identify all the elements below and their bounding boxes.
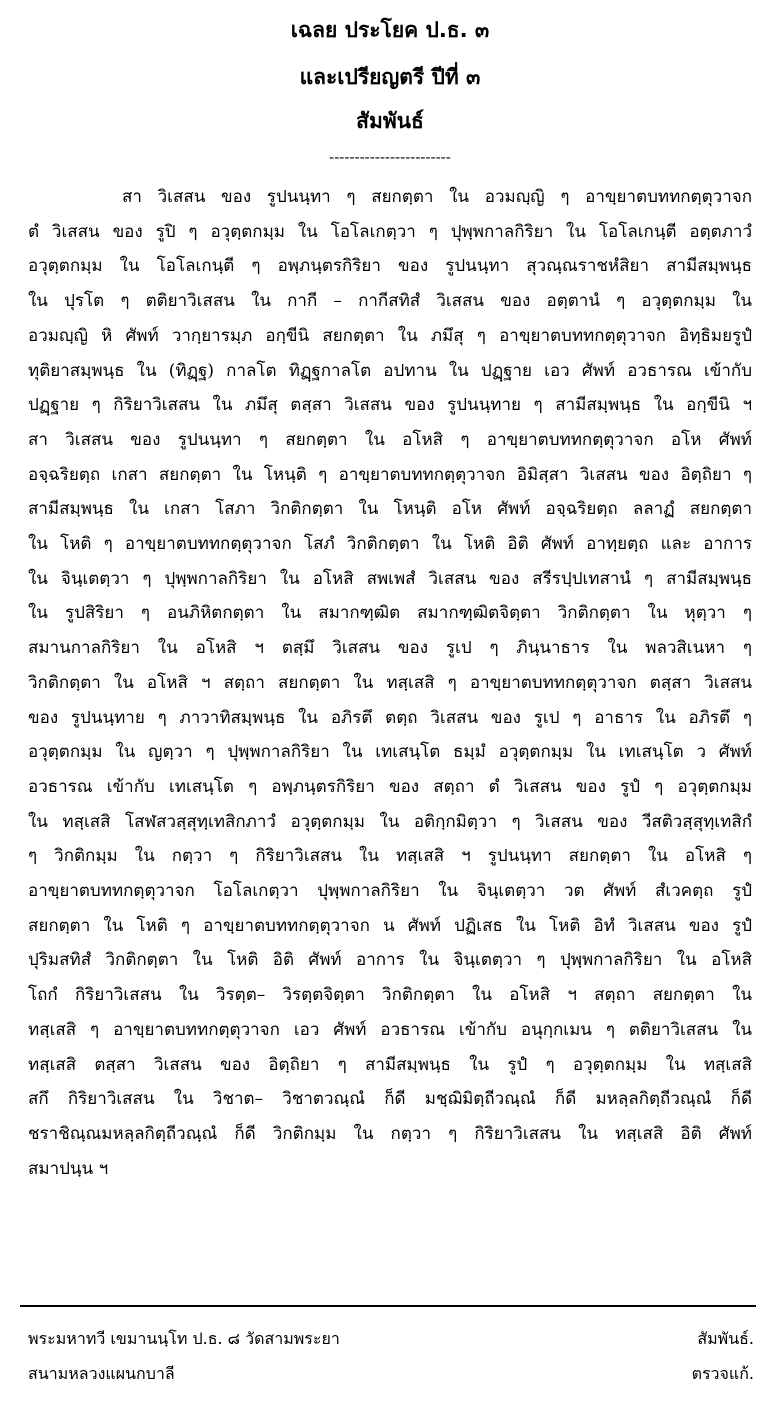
body-line: ใน ปุรโต ๆ ตติยาวิเสสน ใน กากี – กากีสทิสํ วิเสสน ของ อตฺตานํ ๆ อวุตฺตกมฺม ใน — [28, 291, 752, 312]
body-line: ปุริมสทิสํ วิกติกตฺตา ใน โหติ อิติ ศัพท์ อาการ ใน จินฺเตตฺวา ๆ ปุพฺพกาลกิริยา ใน อโหสิ — [28, 950, 752, 971]
body-line: อวุตฺตกมฺม ใน โอโลเกนฺตี ๆ อพฺภนฺตรกิริยา ของ รูปนนฺทา สุวณฺณราชหํสิยา สามีสมฺพนฺธ — [28, 256, 752, 277]
body-line: โถกํ กิริยาวิเสสน ใน วิรตฺต– วิรตฺตจิตฺตา วิกติกตฺตา ใน อโหสิ ฯ สตฺถา สยกตฺตา ใน — [28, 985, 752, 1006]
body-line: สา วิเสสน ของ รูปนนฺทา ๆ สยกตฺตา ใน อวมญฺญิ ๆ อาขฺยาตบททกตฺตุวาจก — [122, 187, 752, 207]
body-line: สา วิเสสน ของ รูปนนฺทา ๆ สยกตฺตา ใน อโหสิ ๆ อาขฺยาตบททกตฺตุวาจก อโห ศัพท์ — [28, 429, 752, 450]
body-line: ใน รูปสิริยา ๆ อนภิหิตกตฺตา ใน สมากฑฺฒิต สมากฑฺฒิตจิตฺตา วิกติกตฺตา ใน หุตฺวา ๆ — [28, 603, 752, 624]
body-line: อจฺฉริยตฺถ เกสา สยกตฺตา ใน โหนฺติ ๆ อาขฺยาตบททกตฺตุวาจก อิมิสฺสา วิเสสน ของ อิตฺถิยา ๆ — [28, 464, 752, 485]
body-line: ใน จินฺเตตฺวา ๆ ปุพฺพกาลกิริยา ใน อโหสิ สพเพสํ วิเสสน ของ สรีรปฺปเทสานํ ๆ สามีสมฺพนฺธ — [28, 568, 752, 589]
footer-author: พระมหาทวี เขมานนฺโท ป.ธ. ๘ วัดสามพระยา — [28, 1329, 340, 1348]
body-line: สามีสมฺพนฺธ ใน เกสา โสภา วิกติกตฺตา ใน โหนฺติ อโห ศัพท์ อจฺฉริยตฺถ ลลาฏํ สยกตฺตา — [28, 499, 752, 520]
body-line: อวมญฺญิ หิ ศัพท์ วากฺยารมฺภ อกฺขีนิ สยกตฺตา ใน ภมึสุ ๆ อาขฺยาตบททกตฺตุวาจก อิทฺธิมยรูปํ — [28, 325, 752, 346]
body-line: อวธารณ เข้ากับ เทเสนฺโต ๆ อพฺภนฺตรกิริยา ของ สตฺถา ตํ วิเสสน ของ รูปํ ๆ อวุตฺตกมฺม — [28, 776, 752, 797]
body-line: สมานกาลกิริยา ใน อโหสิ ฯ ตสฺมึ วิเสสน ของ รูเป ๆ ภินฺนาธาร ใน พลวสิเนหา ๆ — [28, 638, 752, 659]
body-line: สมาปนฺน ฯ — [28, 1158, 109, 1179]
footer-role-check: ตรวจแก้. — [691, 1364, 754, 1383]
body-line: ของ รูปนนฺทาย ๆ ภาวาทิสมฺพนฺธ ใน อภิรตึ ตตฺถ วิเสสน ของ รูเป ๆ อาธาร ใน อภิรตึ ๆ — [28, 707, 752, 728]
footer-rule — [20, 1305, 756, 1307]
body-line: ทุติยาสมฺพนฺธ ใน (ทิฏฺฐ) กาลโต ทิฏฺฐกาลโต อปทาน ใน ปฏฺฐาย เอว ศัพท์ อวธารณ เข้ากับ — [28, 360, 752, 381]
body-line: วิกติกตฺตา ใน อโหสิ ฯ สตฺถา สยกตฺตา ใน ทสฺเสสิ ๆ อาขฺยาตบททกตฺตุวาจก ตสฺสา วิเสสน — [28, 672, 752, 693]
footer-role-analysis: สัมพันธ์. — [697, 1329, 754, 1348]
body-line: อวุตฺตกมฺม ใน ญตฺวา ๆ ปุพฺพกาลกิริยา ใน เทเสนฺโต ธมฺมํ อวุตฺตกมฺม ใน เทเสนฺโต ว ศัพท์ — [28, 742, 752, 763]
body-line: ตํ วิเสสน ของ รูปิ ๆ อวุตฺตกมฺม ใน โอโลเกตฺวา ๆ ปุพฺพกาลกิริยา ใน โอโลเกนฺตี อตฺตภาวํ — [28, 221, 752, 242]
body-line: ทสฺเสสิ ๆ อาขฺยาตบททกตฺตุวาจก เอว ศัพท์ อวธารณ เข้ากับ อนุกฺกเมน ๆ ตติยาวิเสสน ใน — [28, 1019, 752, 1040]
document-title: เฉลย ประโยค ป.ธ. ๓ — [290, 18, 490, 42]
body-line: อาขฺยาตบททกตฺตุวาจก โอโลเกตฺวา ปุพฺพกาลกิริยา ใน จินฺเตตฺวา วต ศัพท์ สํเวคตฺถ รูปํ — [28, 881, 752, 901]
body-line: ๆ วิกติกมฺม ใน กตฺวา ๆ กิริยาวิเสสน ใน ทสฺเสสิ ฯ รูปนนฺทา สยกตฺตา ใน อโหสิ ๆ — [28, 846, 752, 867]
document-subtitle: และเปรียญตรี ปีที่ ๓ — [299, 65, 481, 89]
body-line: สยกตฺตา ใน โหติ ๆ อาขฺยาตบททกตฺตุวาจก น ศัพท์ ปฏิเสธ ใน โหติ อิทํ วิเสสน ของ รูปํ — [28, 915, 752, 936]
body-line: ชราชิณฺณมหลฺลกิตฺถีวณฺณํ ก็ดี วิกติกมฺม ใน กตฺวา ๆ กิริยาวิเสสน ใน ทสฺเสสิ อิติ ศัพท์ — [28, 1123, 752, 1144]
document-section-title: สัมพันธ์ — [356, 109, 424, 133]
body-line: ทสฺเสสิ ตสฺสา วิเสสน ของ อิตฺถิยา ๆ สามีสมฺพนฺธ ใน รูปํ ๆ อวุตฺตกมฺม ใน ทสฺเสสิ — [28, 1054, 752, 1075]
body-line: ใน ทสฺเสสิ โสฬสวสฺสุทฺเทสิกภาวํ อวุตฺตกมฺม ใน อติกฺกมิตฺวา ๆ วิเสสน ของ วีสติวสฺสุทฺเทสิกํ — [28, 811, 752, 832]
footer-place: สนามหลวงแผนกบาลี — [28, 1364, 175, 1383]
body-line: ใน โหติ ๆ อาขฺยาตบททกตฺตุวาจก โสภํ วิกติกตฺตา ใน โหติ อิติ ศัพท์ อาทฺยตฺถ และ อาการ — [28, 534, 752, 554]
body-line: สกึ กิริยาวิเสสน ใน วิชาต– วิชาตวณฺณํ ก็ดี มชฺฌิมิตฺถีวณฺณํ ก็ดี มหลฺลกิตฺถีวณฺณํ ก็ดี — [28, 1089, 752, 1110]
title-separator: ------------------------ — [329, 148, 451, 166]
body-line: ปฏฺฐาย ๆ กิริยาวิเสสน ใน ภมึสุ ตสฺสา วิเสสน ของ รูปนนฺทาย ๆ สามีสมฺพนฺธ ใน อกฺขีนิ ฯ — [28, 395, 752, 416]
